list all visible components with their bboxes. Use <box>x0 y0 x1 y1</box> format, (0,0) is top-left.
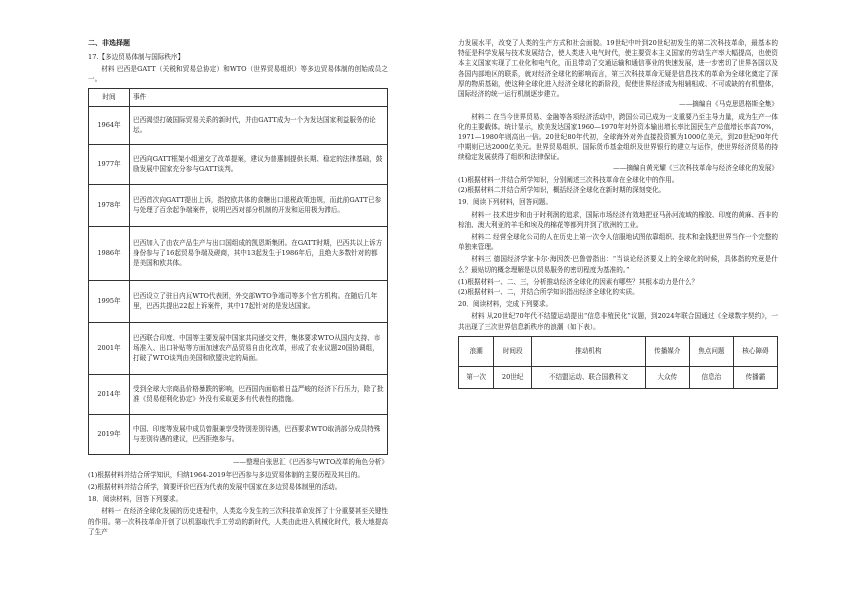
q19-material3: 材料三 德国经济学家卡尔·海因茨·巴鲁曾指出：“当谈论经济要义上的全球化的时候，具体指的究竟是什么？最贴切的概念理解是以贸易服务的密切程度为基准的。” <box>458 255 778 274</box>
table-cell-event: 巴西加入了由农产品生产与出口国组成的凯恩斯集团。在GATT时期，巴西共以上诉方身份参与了16起贸易争端及磋商，其中13起发生于1986年后，且绝大多数针对的都是美国和欧共体。 <box>130 226 388 280</box>
table-cell-year: 1977年 <box>89 144 130 184</box>
table-header-cell: 时间段 <box>494 336 532 366</box>
table-header-cell: 焦点问题 <box>689 336 733 366</box>
left-column <box>88 0 388 537</box>
q18-sub2: (2)根据材料二并结合所学知识，概括经济全球化在新时期的深刻变化。 <box>458 186 666 195</box>
table-cell-year: 2019年 <box>89 414 130 454</box>
table-cell-event: 巴西向GATT框架小组递交了改革提案，建议为普惠制提供长期、稳定的法律基础，鼓励发展中国家充分参与GATT谈判。 <box>130 144 388 184</box>
q17-sub2: (2)根据材料并结合所学，简要评价巴西为代表的发展中国家在多边贸易体制里的活动。 <box>88 482 342 491</box>
q18-source2: ——摘编自黄光耀《三次科技革命与经济全球化的发展》 <box>613 163 778 172</box>
table-cell-year: 2001年 <box>89 322 130 374</box>
q20-title: 20．阅读材料，完成下列要求。 <box>458 300 553 309</box>
table-cell-event: 巴西首次向GATT提出上诉，指控欧共体的食糖出口退税政策违规，而此前GATT已参与处理了百余起争端案件，说明巴西对部分机制的开发和运用极为滞后。 <box>130 184 388 226</box>
table-cell: 第一次 <box>459 366 494 388</box>
table-header-time: 时间 <box>89 88 130 106</box>
q20-intro: 材料 从20世纪70年代不结盟运动提出“信息非殖民化”议题，到2024年联合国通过《全球数字契约》，一共出现了三次世界信息新秩序的浪潮（如下表）。 <box>458 312 778 331</box>
q17-intro: 材料 巴西是GATT（关税和贸易总协定）和WTO（世界贸易组织）等多边贸易体制的创始成员之一。 <box>88 65 388 84</box>
q17-sub1: (1)根据材料并结合所学知识，归纳1964-2019年巴西参与多边贸易体制的主要历程及其目的。 <box>88 470 364 479</box>
table-cell: 不结盟运动、联合国教科文 <box>532 366 646 388</box>
right-column <box>458 0 778 389</box>
table-header-cell: 推动机构 <box>532 336 646 366</box>
q19-title: 19．阅读下列材料，回答问题。 <box>458 198 553 207</box>
table-cell-event: 巴西渴望打破国际贸易关系的新时代，并由GATT成为一个为发达国家利益服务的论坛。 <box>130 106 388 144</box>
table-cell-event: 中国、印度等发展中成员曾服兼享受特别差别待遇，巴西要求WTO取消部分成员特殊与差别待遇的建议，巴西拒绝参与。 <box>130 414 388 454</box>
q17-table <box>88 88 388 455</box>
q18-material1-cont: 力发展水平，改变了人类的生产方式和社会面貌。19世纪中叶到20世纪初发生的第二次科技革命，最基本的特征是科学发展与技术发展结合，使人类进入电气时代，使主要资本主义国家的劳动生产率大幅提高，也使资本主义国家实现了工业化和电气化，而且带动了交通运输和通信事业的快速发展，进一步密切了世界各国以及各国内部地区的联系，就对经济全球化的影响而言，第三次科技革命无疑是信息技术的革命为全球化奠定了深厚的物质基础，使这种全球化进入经济全球化的新阶段，促使世界经济成为相辅相成、不可或缺的有机整体，国际经济的统一运行机制逐步建立。 <box>458 39 778 99</box>
q20-table <box>458 336 778 389</box>
table-cell-event: 巴西设立了驻日内瓦WTO代表团，外交部WTO争端司等多个官方机构。在随后几年里，巴西共提出22起上诉案件，其中17起针对的是发达国家。 <box>130 280 388 322</box>
table-cell: 信息治 <box>689 366 733 388</box>
q18-sub1: (1)根据材料一并结合所学知识，分别阐述三次科技革命在全球化中的作用。 <box>458 175 679 184</box>
table-header-cell: 传播媒介 <box>645 336 689 366</box>
table-header-cell: 核心障碍 <box>733 336 777 366</box>
table-cell-year: 1978年 <box>89 184 130 226</box>
table-header-cell: 浪潮 <box>459 336 494 366</box>
q19-material1: 材料一 技术进步和由于时利润的追求，国际市场经济有效地把亚马孙河流域的橡胶、印度的黄麻、西非的棕油、澳大利亚的羊毛和埃及的棉花等都列并到了欧洲的工业。 <box>458 210 778 229</box>
q17-title: 17.【多边贸易体制与国际秩序】 <box>88 52 185 61</box>
table-cell-event: 巴西联合印度、中国等主要发展中国家共同递交文件，集体要求WTO从国内支持、市场准入、出口补贴等方面加速农产品贸易自由化改革，形成了农业议题20国协调组，打破了WTO谈判由美国和欧盟决定的局面。 <box>130 322 388 374</box>
table-cell: 20世纪 <box>494 366 532 388</box>
q18-material2: 材料二 在当今世界贸易、金融等各项经济活动中，跨国公司已成为一支重要乃至主导力量，成为生产一体化的主要载体。统计显示，欧美发达国家1960—1970年对外资本输出增长率比国民生产总值增长率高70%，1971—1980年则高出一倍。20世纪80年代初，全球海外对外直接投资额为1000亿美元，到20世纪90年代中期则已达2000亿美元。世界贸易组织、国际货币基金组织及世界银行的建立与运作，使世界经济贸易的持续稳定发展获得了组织和法律保证。 <box>458 112 778 162</box>
table-cell-event: 受到全球大宗商品价格暴跌的影响，巴西国内面临着日益严峻的经济下行压力，除了批准《贸易便利化协定》外没有采取更多有代表性的措施。 <box>130 374 388 414</box>
table-cell-year: 1964年 <box>89 106 130 144</box>
q19-sub1: (1)根据材料一、二、三，分析推动经济全球化的因素有哪些？其根本动力是什么？ <box>458 277 699 286</box>
q19-sub2: (2)根据材料一、二，并结合所学知识指出经济全球化的实质。 <box>458 288 639 297</box>
table-cell: 传播霸 <box>733 366 777 388</box>
q18-material1: 材料一 在经济全球化发展的历史进程中，人类迄今发生的三次科技革命发挥了十分重要甚至关键性的作用。第一次科技革命开创了以机器取代手工劳动的新时代，人类由此进入机械化时代，极大地提高了生产 <box>88 507 388 536</box>
table-cell-year: 2014年 <box>89 374 130 414</box>
table-cell-year: 1995年 <box>89 280 130 322</box>
table-cell: 大众传 <box>645 366 689 388</box>
section-title: 二、非选择题 <box>88 39 130 47</box>
table-header-event: 事件 <box>130 88 388 106</box>
table-cell-year: 1986年 <box>89 226 130 280</box>
q17-source: ——整理自张思汇《巴西参与WTO改革的角色分析》 <box>232 457 388 466</box>
q18-source1: ——摘编自《马克思恩格斯全集》 <box>679 100 778 109</box>
q18-title: 18．阅读材料，回答下列要求。 <box>88 495 183 504</box>
q19-material2: 材料二 经营全球化公司的人在历史上第一次令人信服地试图依靠组织、技术和金钱把世界当作一个完整的单独来管理。 <box>458 232 778 252</box>
